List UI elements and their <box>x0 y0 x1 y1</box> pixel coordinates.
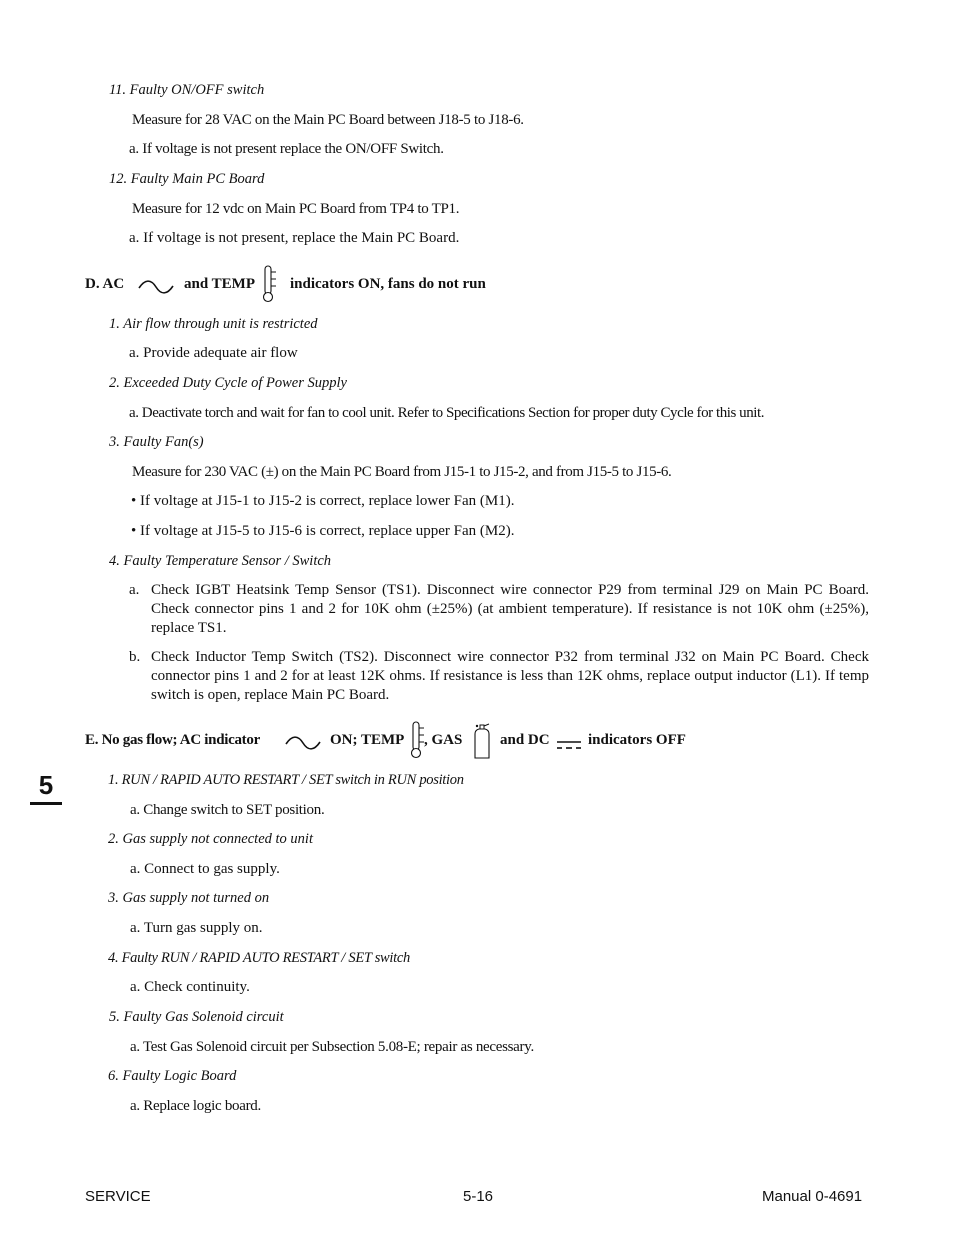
e-item-5-title: 5. Faulty Gas Solenoid circuit <box>109 1009 284 1025</box>
item-12-title: 12. Faulty Main PC Board <box>109 171 265 187</box>
e-item-1-title: 1. RUN / RAPID AUTO RESTART / SET switch in RUN position <box>108 772 464 788</box>
footer-right: Manual 0-4691 <box>762 1188 863 1205</box>
e-item-6-title: 6. Faulty Logic Board <box>108 1068 237 1084</box>
section-d-heading-suffix: indicators ON, fans do not run <box>290 276 486 292</box>
e-item-2-a: a. Connect to gas supply. <box>130 861 280 877</box>
d-item-4-a-label: a. <box>129 582 140 598</box>
section-e-heading-suffix: indicators OFF <box>588 732 686 748</box>
d-item-3-body: Measure for 230 VAC (±) on the Main PC Board from J15-1 to J15-2, and from J15-5 to J15-6. <box>132 464 672 480</box>
section-tab-underline <box>30 802 62 805</box>
e-item-6-a: a. Replace logic board. <box>130 1098 261 1114</box>
d-item-4-b-label: b. <box>129 649 141 665</box>
e-item-2-title: 2. Gas supply not connected to unit <box>108 831 313 847</box>
footer-page-number: 5-16 <box>463 1188 494 1205</box>
e-item-3-a: a. Turn gas supply on. <box>130 920 263 936</box>
item-11-title: 11. Faulty ON/OFF switch <box>109 82 265 98</box>
d-item-2-title: 2. Exceeded Duty Cycle of Power Supply <box>109 375 347 391</box>
section-tab <box>30 768 62 805</box>
e-item-4-title: 4. Faulty RUN / RAPID AUTO RESTART / SET switch <box>108 950 410 966</box>
e-item-1-a: a. Change switch to SET position. <box>130 802 325 818</box>
d-item-3-title: 3. Faulty Fan(s) <box>109 434 204 450</box>
section-e-heading-gas: , GAS <box>424 732 463 748</box>
d-item-1-a: a. Provide adequate air flow <box>129 345 298 361</box>
ac-wave-icon <box>285 734 321 752</box>
d-item-4-title: 4. Faulty Temperature Sensor / Switch <box>109 553 332 569</box>
e-item-5-a: a. Test Gas Solenoid circuit per Subsection 5.08-E; repair as necessary. <box>130 1039 534 1055</box>
item-12-a: a. If voltage is not present, replace the Main PC Board. <box>129 230 460 246</box>
item-12-body: Measure for 12 vdc on Main PC Board from TP4 to TP1. <box>132 201 460 217</box>
d-item-2-a: a. Deactivate torch and wait for fan to cool unit. Refer to Specifications Section for proper duty Cycle for this unit. <box>129 405 764 421</box>
d-item-3-bullet-1: • If voltage at J15-1 to J15-2 is correct, replace lower Fan (M1). <box>131 493 515 509</box>
item-11-body: Measure for 28 VAC on the Main PC Board between J18-5 to J18-6. <box>132 112 524 128</box>
ac-wave-icon <box>138 278 174 296</box>
d-item-4-a-text: Check IGBT Heatsink Temp Sensor (TS1). Disconnect wire connector P29 from terminal J29 on Main PC Board. Check connector pins 1 and 2 for 10K ohm (±25%) (at ambient temperature). If resistance is not 10K ohm (±25%), replace TS1. <box>151 582 869 636</box>
gas-cylinder-icon <box>472 722 492 760</box>
d-item-3-bullet-2: • If voltage at J15-5 to J15-6 is correct, replace upper Fan (M2). <box>131 523 515 539</box>
e-item-4-a: a. Check continuity. <box>130 979 250 995</box>
e-item-3-title: 3. Gas supply not turned on <box>108 890 270 906</box>
footer-left: SERVICE <box>85 1188 151 1205</box>
section-tab-number: 5 <box>38 770 54 800</box>
section-e-heading-dc: and DC <box>500 732 550 748</box>
section-e-heading-prefix: E. No gas flow; AC indicator <box>85 732 260 748</box>
section-e-heading-on-temp: ON; TEMP <box>330 732 405 748</box>
d-item-4-b-text: Check Inductor Temp Switch (TS2). Disconnect wire connector P32 from terminal J32 on Main PC Board. Check connector pins 1 and 2 for at least 12K ohms. If resistance is less than 12K ohms, replace output inductor (L1). If temp switch is open, replace Main PC Board. <box>151 649 869 703</box>
item-11-a: a. If voltage is not present replace the ON/OFF Switch. <box>129 141 444 157</box>
thermometer-icon <box>262 264 278 304</box>
dc-icon <box>556 739 582 751</box>
d-item-1-title: 1. Air flow through unit is restricted <box>109 316 318 332</box>
section-d-heading-mid: and TEMP <box>184 276 255 292</box>
section-d-heading-prefix: D. AC <box>85 276 125 292</box>
